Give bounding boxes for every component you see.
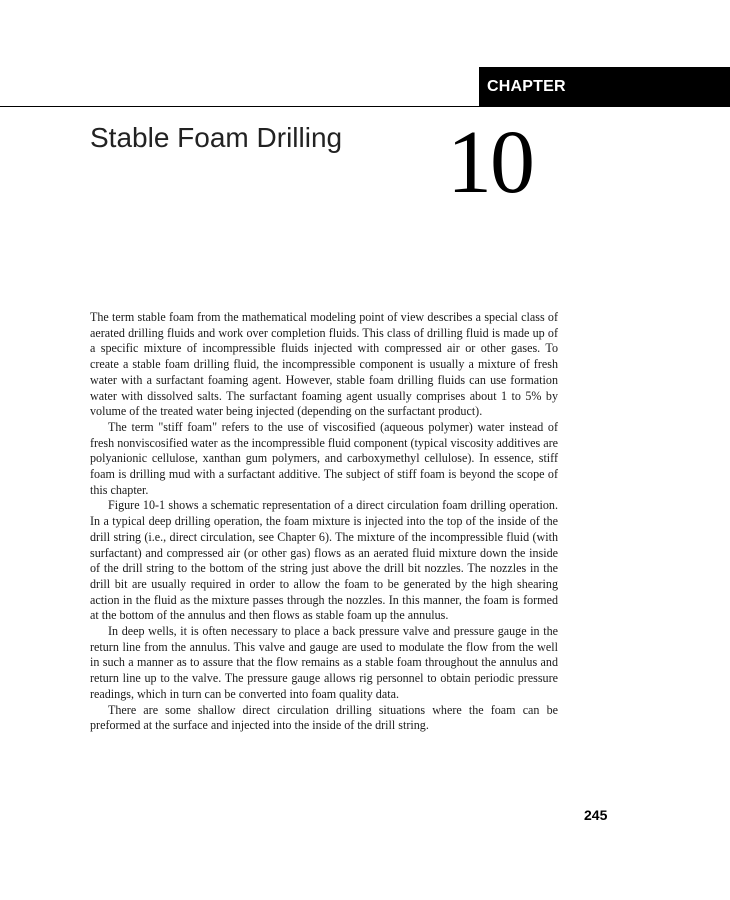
chapter-title: Stable Foam Drilling — [90, 122, 343, 153]
paragraph: In deep wells, it is often necessary to place a back pressure valve and pressure gauge in the return line from the annulus. This valve and gauge are used to modulate the flow from the well in such a manner as to assure that the flow remains as a stable foam throughout the annulus and return line up to the valve. The pressure gauge allows rig personnel to obtain periodic pressure readings, which in turn can be converted into foam quality data. — [90, 624, 558, 701]
chapter-label: CHAPTER — [487, 78, 566, 95]
paragraph: There are some shallow direct circulation drilling situations where the foam can be preformed at the surface and injected into the inside of the drill string. — [90, 702, 558, 733]
page-number: 245 — [584, 807, 608, 823]
chapter-number: 10 — [447, 113, 533, 212]
paragraph: The term "stiff foam" refers to the use of viscosified (aqueous polymer) water instead of fresh nonviscosified water as the incompressible fluid component (typical viscosity additives are polyanionic cellulose, xanthan gum polymers, and carboxymethyl cellulose). In essence, stiff foam is drilling mud with a surfactant additive. The subject of stiff foam is beyond the scope of this chapter. — [90, 419, 558, 497]
body-text — [90, 310, 558, 734]
paragraph: The term stable foam from the mathematical modeling point of view describes a special class of aerated drilling fluids and work over completion fluids. This class of drilling fluid is made up of a specific mixture of incompressible fluids injected with compressed air or other gases. To create a stable foam drilling fluid, the incompressible component is usually a mixture of fresh water with a surfactant foaming agent. However, stable foam drilling fluids can use formation water with dissolved salts. The surfactant foaming agent usually comprises about 1 to 5% by volume of the treated water being injected (depending on the surfactant product). — [90, 310, 558, 419]
paragraph: Figure 10-1 shows a schematic representation of a direct circulation foam drilling operation. In a typical deep drilling operation, the foam mixture is injected into the top of the inside of the drill string (i.e., direct circulation, see Chapter 6). The mixture of the incompressible fluid (with surfactant) and compressed air (or other gas) flows as an aerated fluid mixture down the inside of the drill string to the bottom of the string just above the drill bit nozzles. The nozzles in the drill bit are usually required in order to allow the foam to be generated by the high shearing action in the fluid as the mixture passes through the nozzles. In this manner, the foam is formed at the bottom of the annulus and then flows as stable foam up the annulus. — [90, 498, 558, 623]
